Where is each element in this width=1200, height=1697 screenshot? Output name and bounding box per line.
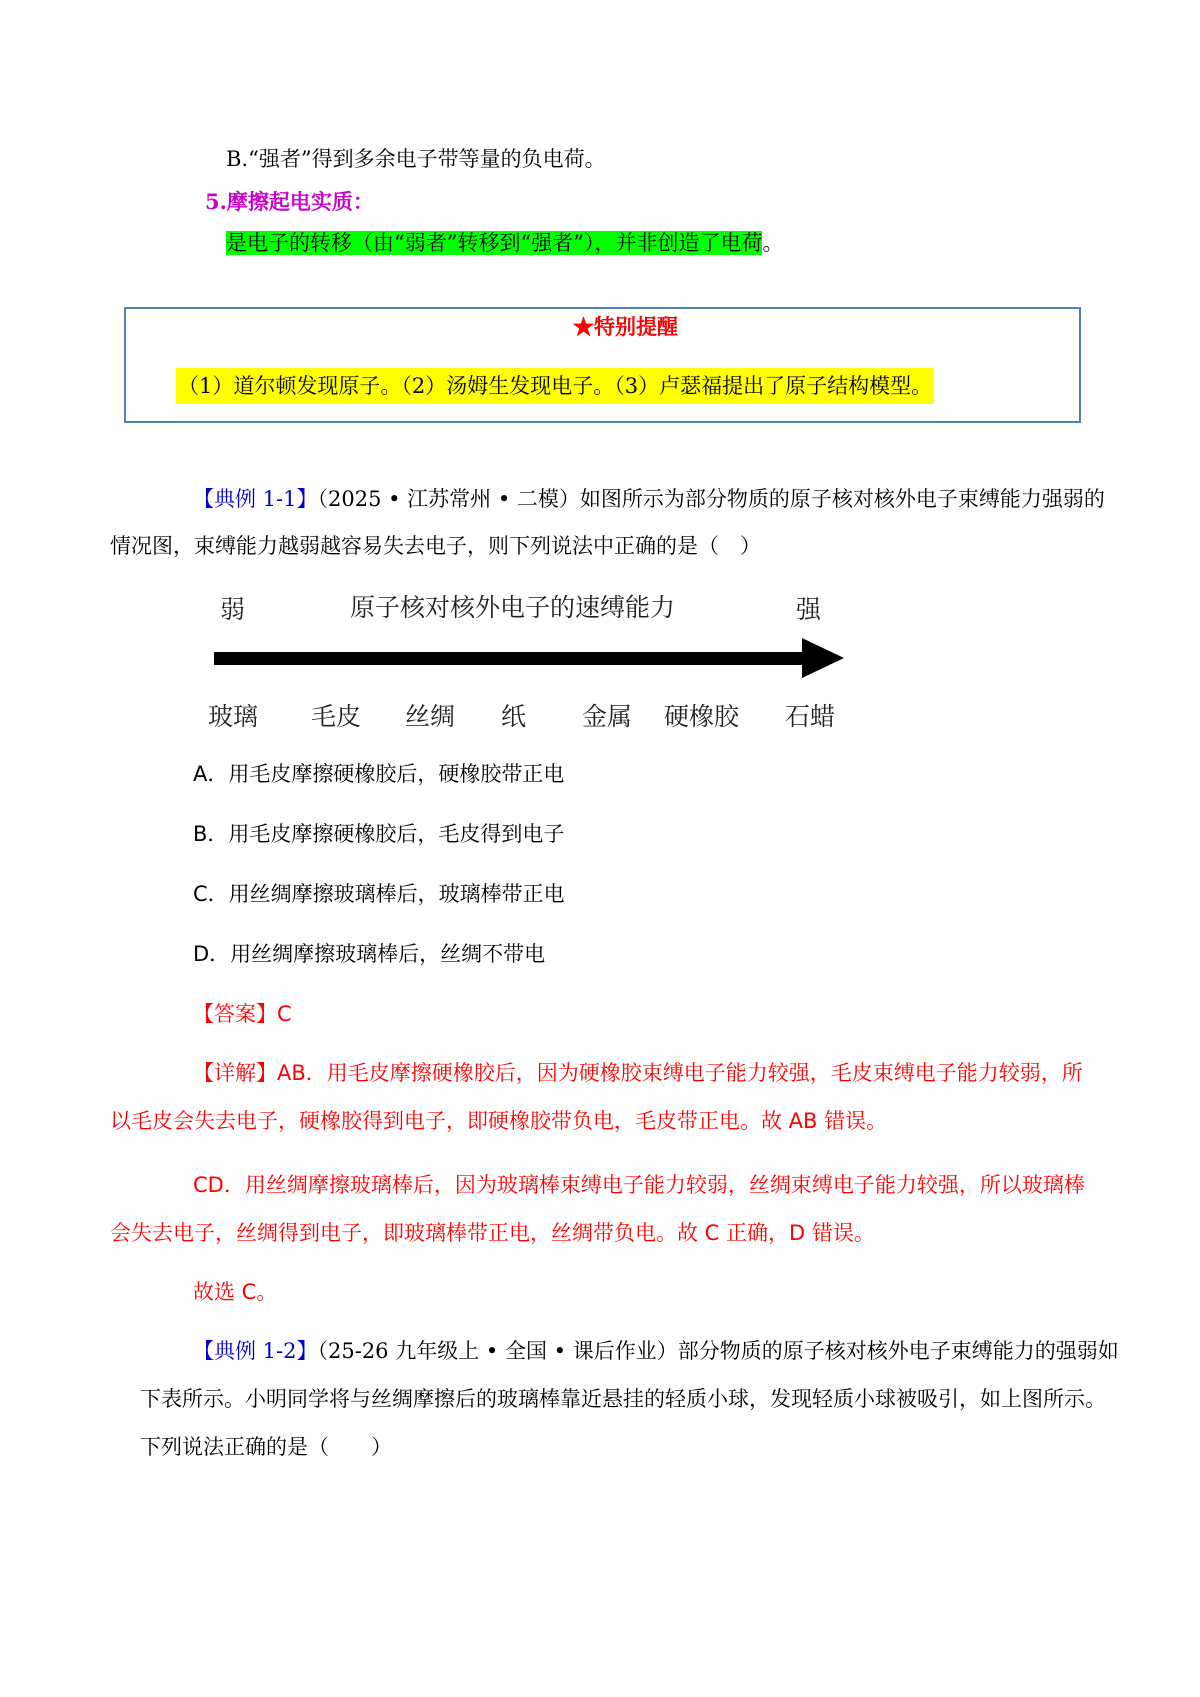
example1-stem: 如图所示为部分物质的原子核对核外电子束缚能力强弱的 (579, 487, 1105, 511)
detail-line3: CD．用丝绸摩擦玻璃棒后，因为玻璃棒束缚电子能力较弱，丝绸束缚电子能力较强，所以玻璃棒 (193, 1173, 1085, 1197)
detail-line4: 会失去电子，丝绸得到电子，即玻璃棒带正电，丝绸带负电。故 C 正确，D 错误。 (110, 1221, 875, 1245)
option-b: B．用毛皮摩擦硬橡胶后，毛皮得到电子 (193, 822, 565, 846)
material-3: 丝绸 (405, 702, 456, 731)
section-heading-5: 5.摩擦起电实质： (205, 189, 374, 214)
answer-value: C (277, 1002, 292, 1026)
material-6: 硬橡胶 (664, 702, 740, 731)
material-7: 石蜡 (785, 702, 836, 731)
example1-stem-line2: 情况图，束缚能力越弱越容易失去电子，则下列说法中正确的是（ ） (110, 534, 761, 558)
strength-arrow (214, 636, 850, 680)
option-d: D．用丝绸摩擦玻璃棒后，丝绸不带电 (193, 942, 546, 966)
example2-stem-line1 (193, 1336, 1119, 1366)
material-5: 金属 (582, 702, 633, 731)
conclusion-line: 故选 C。 (193, 1280, 278, 1304)
option-c: C．用丝绸摩擦玻璃棒后，玻璃棒带正电 (193, 882, 565, 906)
reminder-body (176, 371, 934, 401)
detail-line1 (193, 1058, 1083, 1088)
answer-tag: 【答案】 (193, 1002, 277, 1026)
material-2: 毛皮 (311, 702, 362, 731)
essence-line (226, 228, 783, 258)
detail-text1: AB．用毛皮摩擦硬橡胶后，因为硬橡胶束缚电子能力较强，毛皮束缚电子能力较弱，所 (277, 1061, 1083, 1085)
diagram-title: 原子核对核外电子的速缚能力 (350, 593, 676, 622)
option-b-text: B.“强者”得到多余电子带等量的负电荷。 (226, 147, 606, 171)
answer-line (193, 999, 292, 1029)
detail-line2: 以毛皮会失去电子，硬橡胶得到电子，即硬橡胶带负电，毛皮带正电。故 AB 错误。 (110, 1109, 888, 1133)
example2-stem-line3: 下列说法正确的是（ ） (140, 1435, 392, 1459)
example1-source: （2025 • 江苏常州 • 二模） (317, 487, 580, 511)
diagram-strong-label: 强 (796, 595, 822, 624)
example2-source: （25-26 九年级上 • 全国 • 课后作业） (317, 1339, 678, 1363)
example1-stem-line1 (193, 484, 1105, 514)
example2-stem: 部分物质的原子核对核外电子束缚能力的强弱如 (677, 1339, 1119, 1363)
example1-tag: 【典例 1-1】 (193, 487, 318, 511)
reminder-highlight: （1）道尔顿发现原子。（2）汤姆生发现电子。（3）卢瑟福提出了原子结构模型。 (176, 368, 934, 404)
detail-tag: 【详解】 (193, 1061, 277, 1085)
diagram-weak-label: 弱 (220, 595, 246, 624)
example2-stem-line2: 下表所示。小明同学将与丝绸摩擦后的玻璃棒靠近悬挂的轻质小球，发现轻质小球被吸引，如上图所示。 (140, 1387, 1106, 1411)
material-4: 纸 (501, 702, 527, 731)
reminder-title: ★特别提醒 (573, 314, 678, 339)
option-a: A．用毛皮摩擦硬橡胶后，硬橡胶带正电 (193, 762, 565, 786)
material-1: 玻璃 (208, 702, 259, 731)
essence-end: 。 (762, 231, 784, 255)
essence-highlight: 是电子的转移（由“弱者”转移到“强者”），并非创造了电荷 (226, 231, 763, 255)
example2-tag: 【典例 1-2】 (193, 1339, 318, 1363)
